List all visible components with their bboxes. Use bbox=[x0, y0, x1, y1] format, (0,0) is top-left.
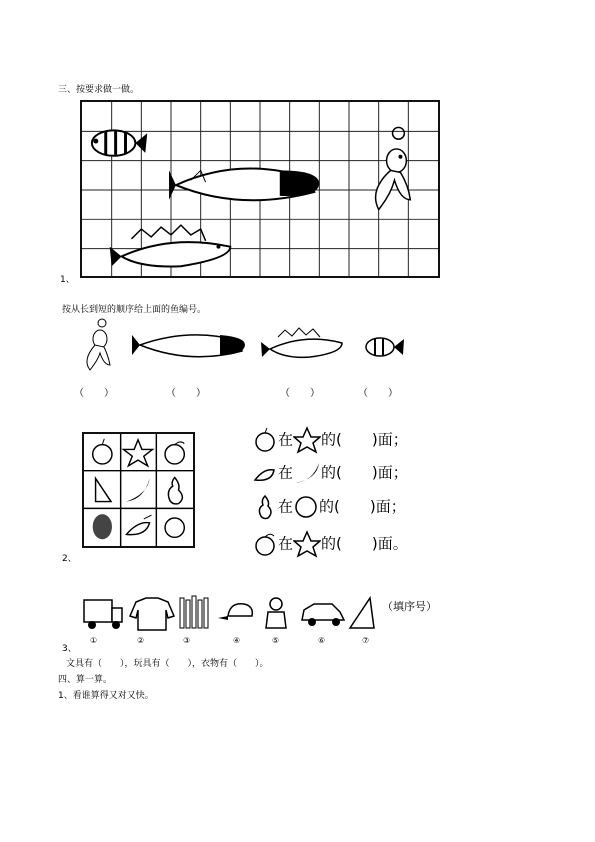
q2-line-2-pre: 在 bbox=[278, 463, 294, 482]
section3-title: 三、按要求做一做。 bbox=[58, 85, 140, 95]
eggplant-icon bbox=[126, 515, 151, 535]
item-number-4: ④ bbox=[233, 636, 241, 645]
q1-instruction: 按从长到短的顺序给上面的鱼编号。 bbox=[62, 305, 207, 315]
q2-line-3-post: 的( )面； bbox=[319, 497, 406, 516]
fruit-grid bbox=[82, 432, 195, 548]
star-icon bbox=[293, 426, 321, 454]
item-number-1: ① bbox=[90, 636, 98, 645]
fish-row bbox=[80, 315, 410, 375]
pear-icon bbox=[252, 494, 278, 520]
triangle-ruler-icon bbox=[350, 598, 374, 628]
item-number-5: ⑤ bbox=[272, 636, 280, 645]
section4-q1: 1、看谁算得又对又快。 bbox=[58, 691, 154, 701]
item-number-7: ⑦ bbox=[362, 636, 370, 645]
q2-line-1-pre: 在 bbox=[278, 430, 294, 449]
spiny-fish-small bbox=[261, 328, 342, 357]
apple-icon bbox=[93, 439, 112, 464]
item-number-6: ⑥ bbox=[318, 636, 326, 645]
item-number-2: ② bbox=[137, 636, 145, 645]
sweater-icon bbox=[130, 598, 174, 630]
eggplant-icon bbox=[252, 460, 278, 486]
pear-icon bbox=[168, 477, 182, 503]
triangle-ruler-icon bbox=[96, 478, 111, 501]
goldfish bbox=[376, 127, 411, 209]
peach-icon bbox=[165, 442, 184, 464]
star-icon bbox=[124, 440, 153, 466]
truck-icon bbox=[84, 600, 122, 629]
black-head-fish-small bbox=[132, 335, 245, 357]
q2-line-2-post: 的( )面； bbox=[321, 463, 408, 482]
long-black-head-fish bbox=[169, 168, 319, 200]
goldfish-small bbox=[87, 319, 110, 370]
q2-line-4 bbox=[252, 530, 408, 558]
q2-line-3 bbox=[252, 494, 406, 520]
orange-icon bbox=[165, 518, 184, 537]
q3-number: 3、 bbox=[62, 644, 77, 654]
small-striped-fish bbox=[92, 130, 147, 155]
q2-line-4-pre: 在 bbox=[278, 534, 294, 553]
orange-icon bbox=[293, 494, 319, 520]
answer-slot-2[interactable]: （ ） bbox=[166, 388, 206, 399]
q2-number: 2、 bbox=[62, 554, 77, 564]
q2-line-3-pre: 在 bbox=[278, 497, 294, 516]
peach-icon bbox=[252, 531, 278, 557]
large-spiny-fish bbox=[110, 225, 231, 266]
q2-line-4-post: 的( )面。 bbox=[321, 534, 408, 553]
banana-icon bbox=[126, 478, 149, 501]
answer-slot-4[interactable]: （ ） bbox=[358, 388, 398, 399]
star-icon bbox=[293, 530, 321, 558]
doll-icon bbox=[266, 598, 286, 628]
grapes-icon bbox=[93, 514, 112, 539]
answer-slot-1[interactable]: （ ） bbox=[74, 388, 114, 399]
q3-hint: （填序号） bbox=[382, 600, 437, 613]
striped-fish-small bbox=[366, 338, 404, 356]
q2-line-1-post: 的( )面； bbox=[321, 430, 408, 449]
items-row bbox=[78, 592, 378, 634]
section4-title: 四、算一算。 bbox=[58, 675, 113, 685]
q3-sentence: 文具有（ ），玩具有（ ），衣物有（ ）。 bbox=[66, 659, 269, 669]
q1-number: 1、 bbox=[60, 275, 75, 285]
banana-icon bbox=[293, 459, 321, 487]
q2-line-2 bbox=[252, 459, 408, 487]
apple-icon bbox=[252, 427, 278, 453]
fish-grid bbox=[80, 100, 440, 278]
car-icon bbox=[302, 604, 344, 626]
item-number-3: ③ bbox=[183, 636, 191, 645]
pencils-icon bbox=[180, 596, 208, 628]
answer-slot-3[interactable]: （ ） bbox=[280, 388, 320, 399]
cap-icon bbox=[218, 604, 252, 620]
q2-line-1 bbox=[252, 426, 408, 454]
